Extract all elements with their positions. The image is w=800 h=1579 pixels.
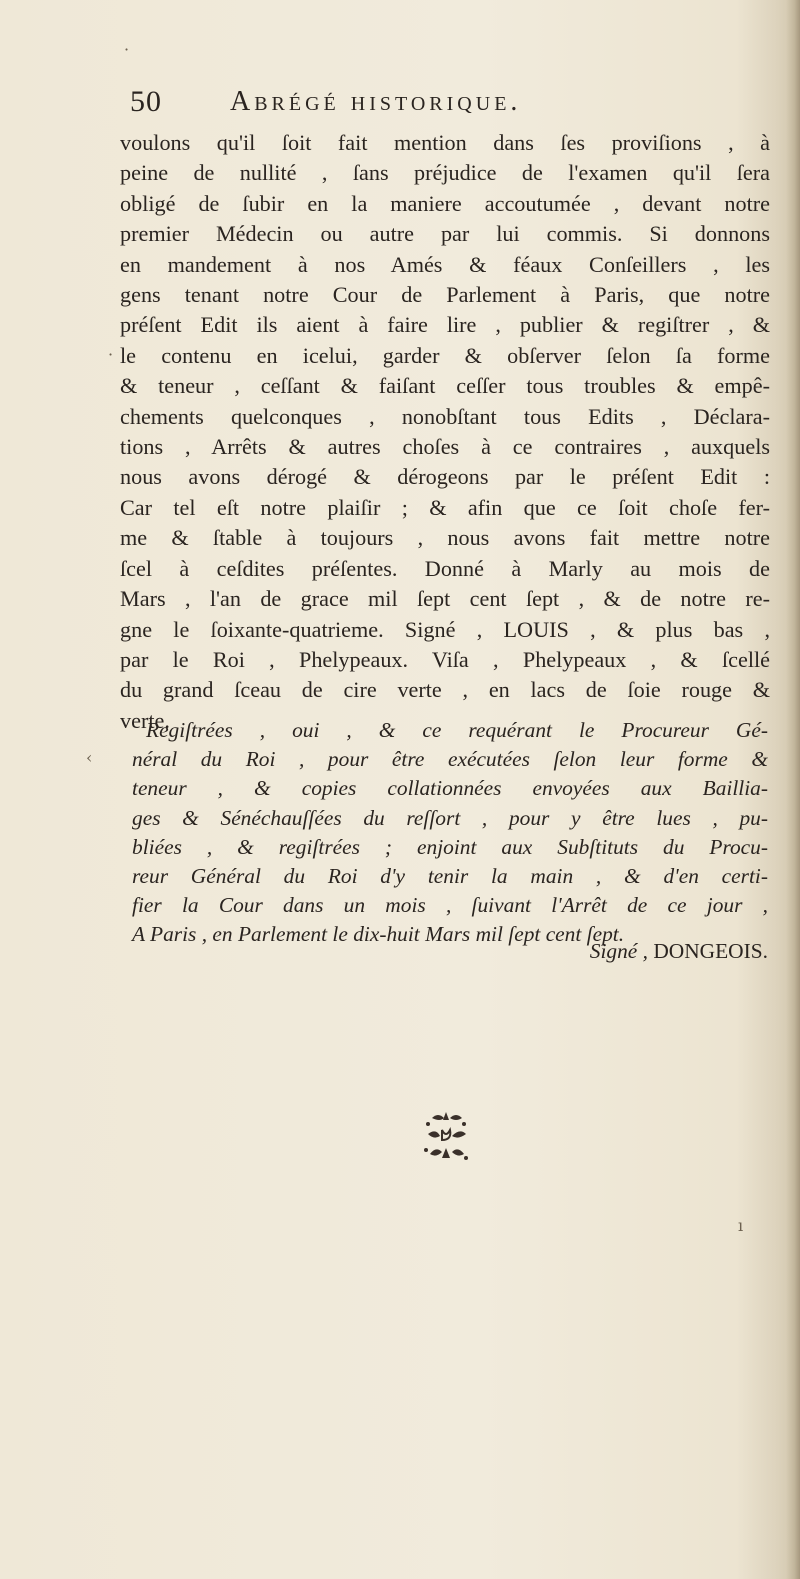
text-line: chements quelconques , nonobſtant tous Edits , Déclara-: [120, 403, 770, 429]
running-head: Abrégé historique.: [230, 86, 522, 117]
text-line: par le Roi , Phelypeaux. Viſa , Phelypeaux , & ſcellé: [120, 646, 770, 672]
text-line: Mars , l'an de grace mil ſept cent ſept , & de notre re-: [120, 586, 770, 612]
text-line: me & ſtable à toujours , nous avons fait mettre notre: [120, 525, 770, 551]
margin-speck: ı: [738, 1216, 744, 1235]
registration-line: fier la Cour dans un mois , ſuivant l'Arrêt de ce jour ,: [132, 893, 768, 918]
registration-line: A Paris , en Parlement le dix-huit Mars mil ſept cent ſept.: [132, 922, 625, 947]
margin-speck: ‹: [86, 748, 93, 767]
registration-note: [132, 716, 768, 950]
page-number: 50: [130, 85, 162, 118]
margin-speck: ·: [124, 40, 130, 59]
text-line: en mandement à nos Amés & féaux Conſeillers , les: [120, 251, 770, 277]
text-line: gens tenant notre Cour de Parlement à Paris, que notre: [120, 282, 770, 308]
registration-line: teneur , & copies collationnées envoyées aux Baillia-: [132, 776, 768, 801]
registration-line: Regiſtrées , oui , & ce requérant le Procureur Gé-: [146, 718, 768, 742]
text-line: premier Médecin ou autre par lui commis. Si donnons: [120, 221, 770, 247]
margin-speck: ·: [108, 345, 114, 364]
text-line: peine de nullité , ſans préjudice de l'examen qu'il ſera: [120, 160, 770, 186]
text-line: du grand ſceau de cire verte , en lacs de ſoie rouge &: [120, 677, 770, 703]
registration-line: reur Général du Roi d'y tenir la main , & d'en certi-: [132, 864, 768, 889]
signature-line: [500, 936, 768, 966]
registration-line: néral du Roi , pour être exécutées ſelon leur forme &: [132, 747, 768, 772]
text-line: nous avons dérogé & dérogeons par le préſent Edit :: [120, 464, 770, 490]
edict-text: [120, 128, 770, 736]
text-line: ſcel à ceſdites préſentes. Donné à Marly au mois de: [120, 555, 770, 581]
page-header: [130, 82, 690, 122]
text-line: tions , Arrêts & autres choſes à ce contraires , auxquels: [120, 434, 770, 460]
text-line: Car tel eſt notre plaiſir ; & afin que ce ſoit choſe fer-: [120, 494, 770, 520]
fleuron-ornament-icon: [418, 1110, 474, 1168]
text-line: voulons qu'il ſoit fait mention dans ſes proviſions , à: [120, 130, 770, 155]
registration-line: bliées , & regiſtrées ; enjoint aux Subſtituts du Procu-: [132, 834, 768, 859]
signature-name: DONGEOIS.: [653, 939, 768, 963]
signature-label: Signé ,: [589, 939, 648, 963]
text-line: préſent Edit ils aient à faire lire , publier & regiſtrer , &: [120, 312, 770, 338]
text-line: verte.: [120, 707, 170, 733]
page-edge-shadow: [786, 0, 800, 1579]
text-line: & teneur , ceſſant & faiſant ceſſer tous troubles & empê-: [120, 373, 770, 399]
text-line: obligé de ſubir en la maniere accoutumée , devant notre: [120, 190, 770, 216]
text-line: gne le ſoixante-quatrieme. Signé , LOUIS , & plus bas ,: [120, 616, 770, 642]
registration-line: ges & Sénéchauſſées du reſſort , pour y être lues , pu-: [132, 805, 768, 830]
text-line: le contenu en icelui, garder & obſerver ſelon ſa forme: [120, 342, 770, 368]
